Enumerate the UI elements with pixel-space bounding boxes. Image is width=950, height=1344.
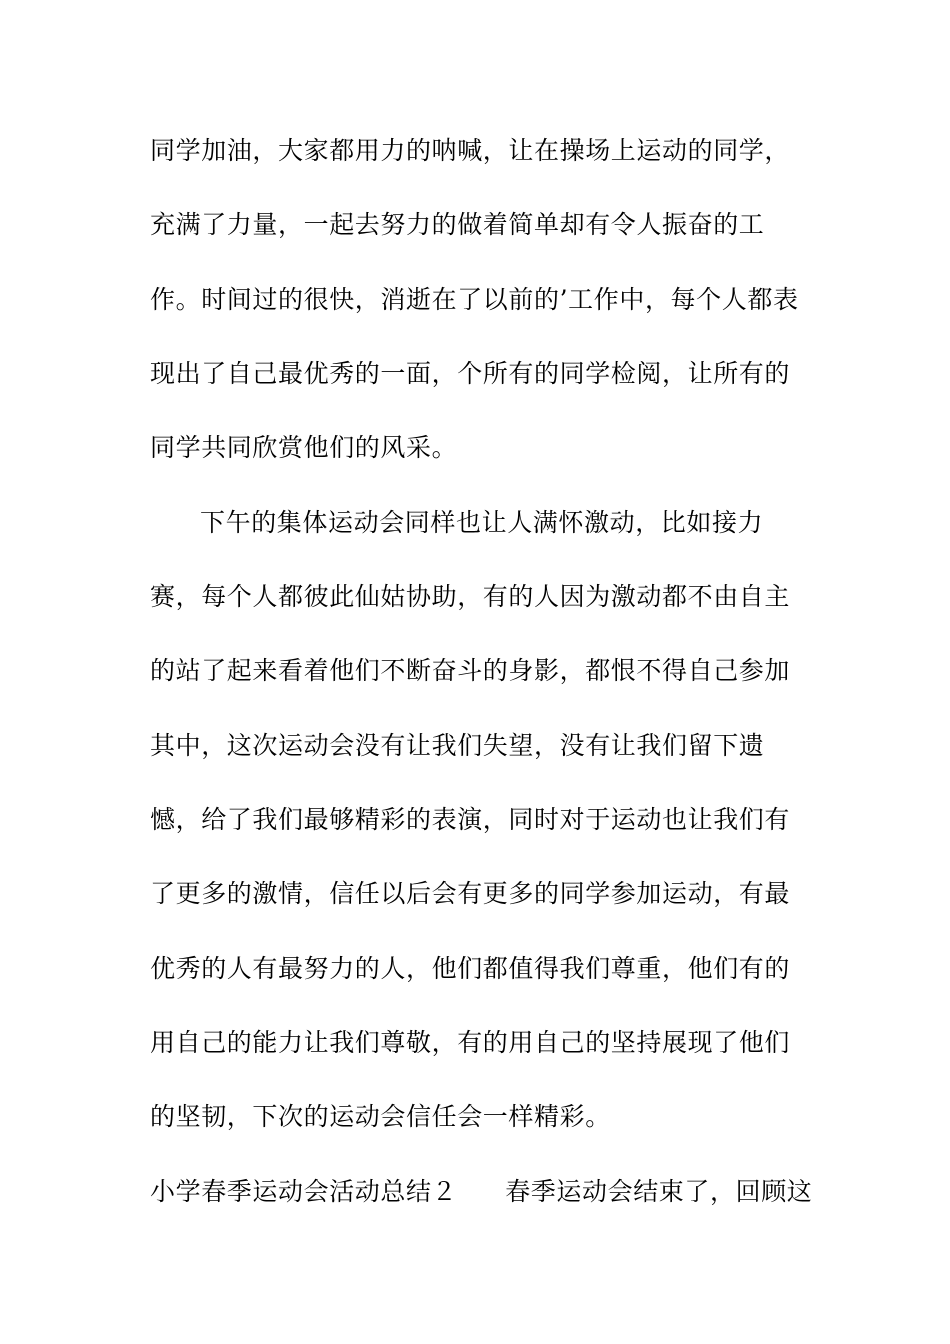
paragraph-1-line-1: 同学加油，大家都用力的呐喊，让在操场上运动的同学，: [150, 136, 791, 165]
paragraph-2-line-2: 赛，每个人都彼此仙姑协助，有的人因为激动都不由自主: [150, 582, 791, 611]
paragraph-2-line-4: 其中，这次运动会没有让我们失望，没有让我们留下遗: [150, 731, 765, 760]
paragraph-1-line-3: 作。时间过的很快，消逝在了以前的’工作中，每个人都表: [150, 285, 799, 314]
paragraph-2-line-5: 憾，给了我们最够精彩的表演，同时对于运动也让我们有: [150, 805, 791, 834]
paragraph-1-line-2: 充满了力量，一起去努力的做着简单却有令人振奋的工: [150, 210, 765, 239]
paragraph-2-line-7: 优秀的人有最努力的人，他们都值得我们尊重，他们有的: [150, 954, 791, 983]
section-heading-line: [150, 1177, 830, 1207]
section-title: 小学春季运动会活动总结２: [150, 1177, 458, 1206]
paragraph-2-line-1: 下午的集体运动会同样也让人满怀激动，比如接力: [200, 508, 764, 537]
paragraph-2-line-9: 的坚韧，下次的运动会信任会一样精彩。: [150, 1102, 611, 1131]
paragraph-2-line-6: 了更多的激情，信任以后会有更多的同学参加运动，有最: [150, 879, 791, 908]
section-continuation: 春季运动会结束了，回顾这: [505, 1177, 813, 1206]
paragraph-2-line-8: 用自己的能力让我们尊敬，有的用自己的坚持展现了他们: [150, 1028, 791, 1057]
paragraph-1-line-5: 同学共同欣赏他们的风采。: [150, 433, 458, 462]
paragraph-1-line-4: 现出了自己最优秀的一面，个所有的同学检阅，让所有的: [150, 359, 791, 388]
paragraph-2-line-3: 的站了起来看着他们不断奋斗的身影，都恨不得自己参加: [150, 656, 791, 685]
